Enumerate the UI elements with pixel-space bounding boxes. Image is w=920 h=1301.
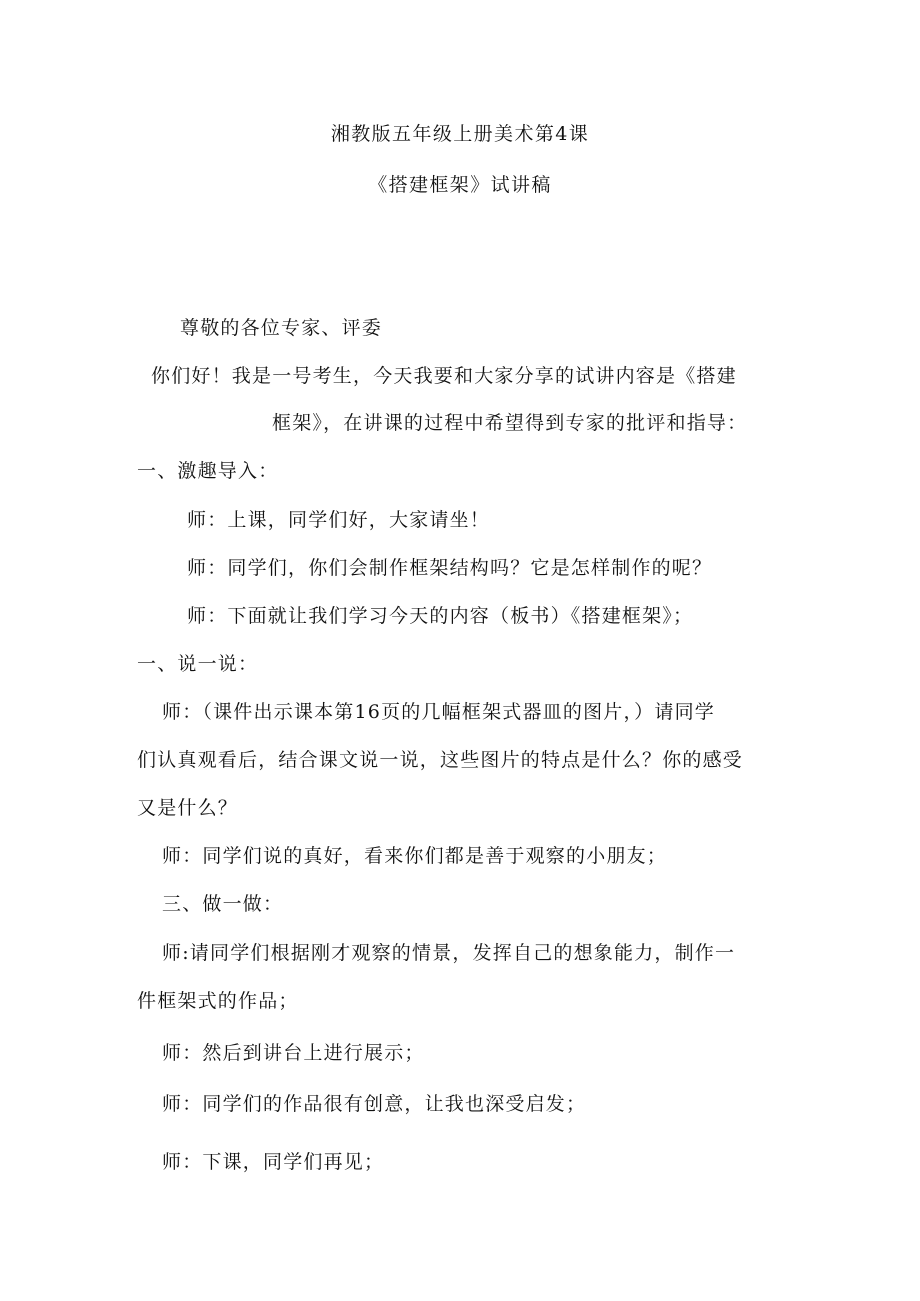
section-2-para-line-3: 又是什么？ — [137, 797, 239, 819]
section-1-item-3: 师：下面就让我们学习今天的内容（板书）《搭建框架》； — [187, 605, 694, 627]
section-1-item-2: 师：同学们，你们会制作框架结构吗？它是怎样制作的呢？ — [187, 557, 713, 579]
section-2-item: 师：同学们说的真好，看来你们都是善于观察的小朋友； — [162, 845, 668, 867]
section-2-para-line-1: 师：（课件出示课本第16页的几幅框架式器皿的图片，）请同学 — [162, 701, 715, 723]
section-2-heading: 一、说一说： — [137, 653, 259, 675]
section-3-item-2: 师：同学们的作品很有创意，让我也深受启发； — [162, 1093, 587, 1115]
greeting: 尊敬的各位专家、评委 — [180, 317, 383, 339]
section-3-para-line-2: 件框架式的作品； — [137, 990, 299, 1012]
section-1-heading: 一、激趣导入： — [137, 460, 279, 482]
section-3-item-3: 师：下课，同学们再见； — [162, 1151, 385, 1173]
intro-line-1: 你们好！我是一号考生，今天我要和大家分享的试讲内容是《搭建 — [151, 365, 737, 387]
document-title: 湘教版五年级上册美术第4课 — [330, 123, 590, 145]
section-3-item-1: 师：然后到讲台上进行展示； — [162, 1042, 425, 1064]
document-subtitle: 《搭建框架》试讲稿 — [368, 174, 552, 196]
intro-line-2: 框架》，在讲课的过程中希望得到专家的批评和指导： — [272, 412, 748, 434]
section-3-heading: 三、做一做： — [162, 893, 284, 915]
section-3-para-line-1: 师:请同学们根据刚才观察的情景，发挥自己的想象能力，制作一 — [162, 942, 736, 964]
section-2-para-line-2: 们认真观看后，结合课文说一说，这些图片的特点是什么？你的感受 — [137, 749, 744, 771]
section-1-item-1: 师：上课，同学们好，大家请坐！ — [187, 509, 491, 531]
